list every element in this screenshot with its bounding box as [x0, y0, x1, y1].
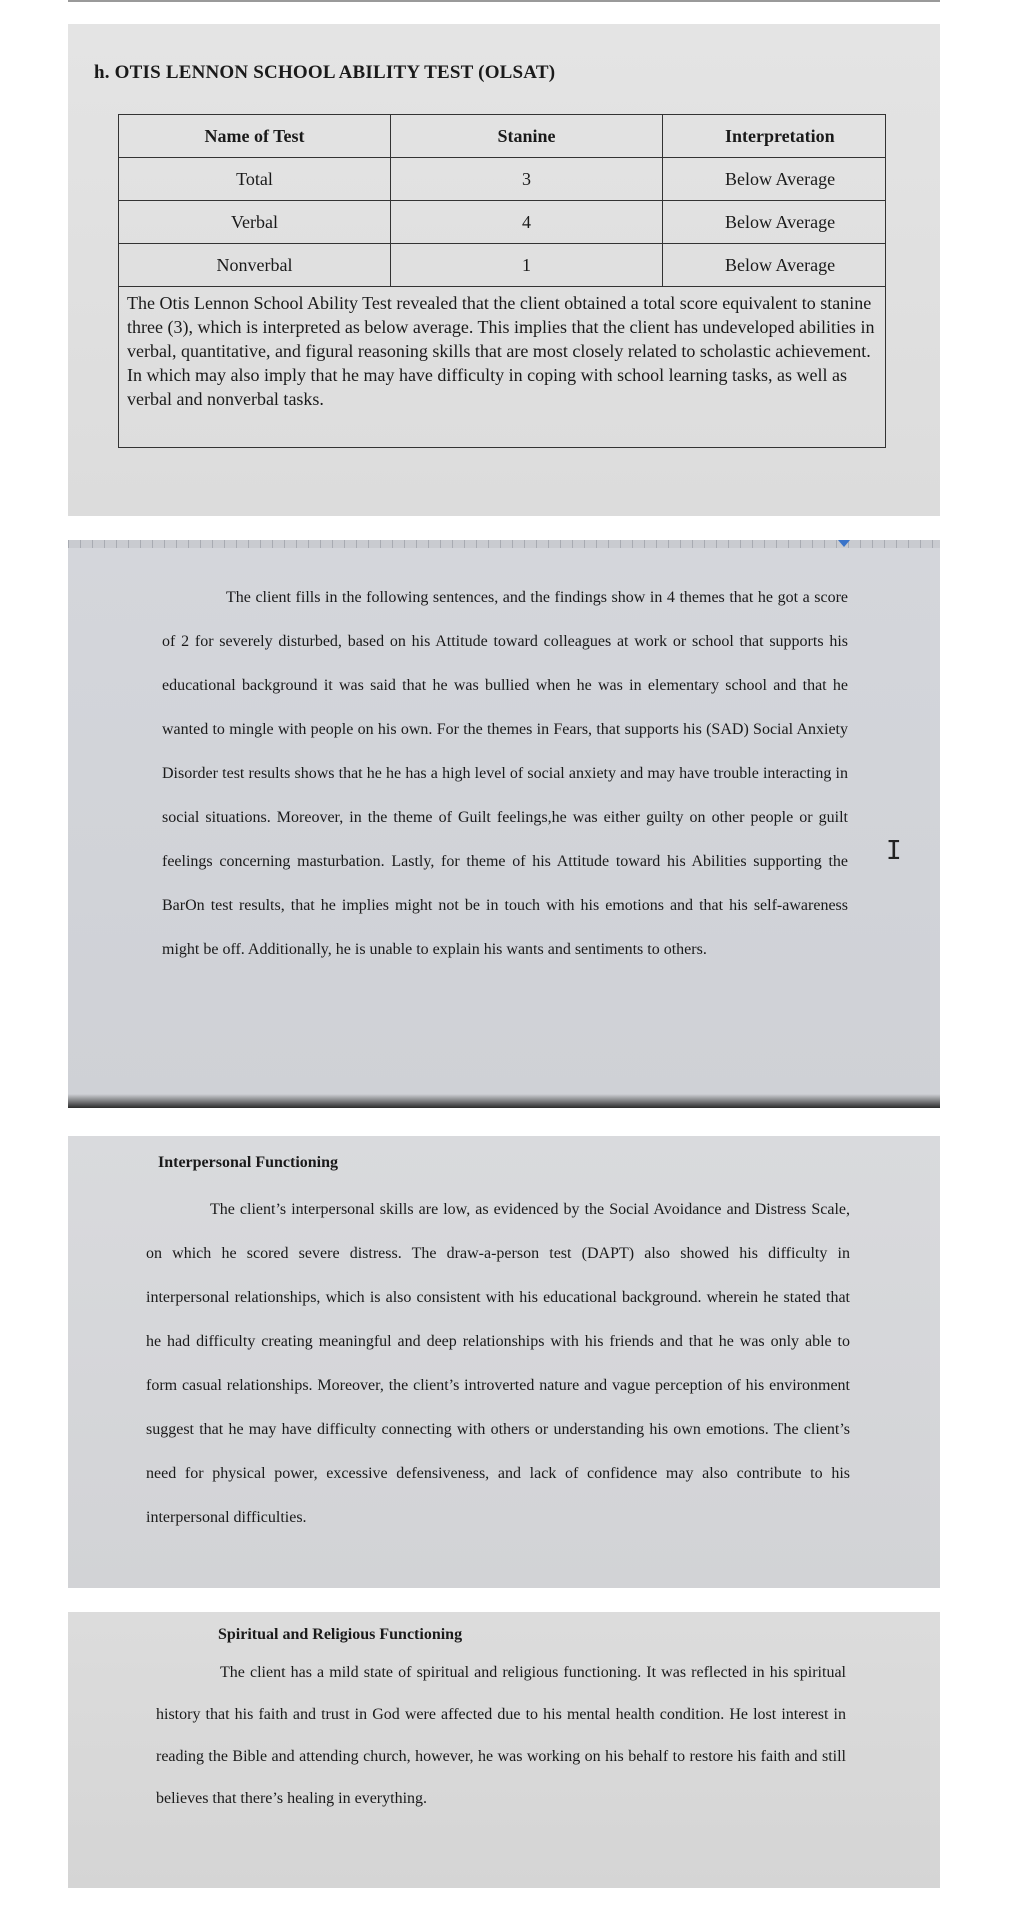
- interpersonal-paragraph[interactable]: The client’s interpersonal skills are low, as evidenced by the Social Avoidance and Distress Scale, on which he scored severe distress. The draw-a-person test (DAPT) also showed his difficulty in interpersonal relationships, which is also consistent with his educational background. wherein he stated that he had difficulty creating meaningful and deep relationships with his friends and that he was only able to form casual relationships. Moreover, the client’s introverted nature and vague perception of his environment suggest that he may have difficulty connecting with others or understanding his own emotions. The client’s need for physical power, excessive defensiveness, and lack of confidence may also contribute to his interpersonal difficulties.: [146, 1201, 850, 1526]
- row-name: Total: [119, 158, 391, 201]
- interpersonal-section: [68, 1136, 940, 1588]
- table-row: [119, 158, 886, 201]
- row-name: Verbal: [119, 201, 391, 244]
- row-interpretation: Below Average: [663, 244, 886, 287]
- spiritual-paragraph[interactable]: The client has a mild state of spiritual and religious functioning. It was reflected in his spiritual history that his faith and trust in God were affected due to his mental health condition. He lost interest in reading the Bible and attending church, however, he was working on his behalf to restore his faith and still believes that there’s healing in everything.: [156, 1664, 846, 1807]
- olsat-heading: h. OTIS LENNON SCHOOL ABILITY TEST (OLSAT): [94, 62, 556, 83]
- text-cursor-icon: I: [886, 836, 902, 866]
- spiritual-section: [68, 1612, 940, 1888]
- row-stanine: 3: [391, 158, 663, 201]
- olsat-table: [118, 114, 886, 448]
- row-interpretation: Below Average: [663, 201, 886, 244]
- sentence-completion-paragraph[interactable]: The client fills in the following sentences, and the findings show in 4 themes that he got a score of 2 for severely disturbed, based on his Attitude toward colleagues at work or school that supports his educational background it was said that he was bullied when he was in elementary school and that he wanted to mingle with people on his own. For the themes in Fears, that supports his (SAD) Social Anxiety Disorder test results shows that he he has a high level of social anxiety and may have trouble interacting in social situations. Moreover, in the theme of Guilt feelings,he was either guilty on other people or guilt feelings concerning masturbation. Lastly, for theme of his Attitude toward his Abilities supporting the BarOn test results, that he implies might not be in touch with his emotions and that his self-awareness might be off. Additionally, he is unable to explain his wants and sentiments to others.: [162, 589, 848, 958]
- column-header-interpretation: Interpretation: [663, 115, 886, 158]
- panel-edge: [68, 1094, 940, 1108]
- olsat-summary: The Otis Lennon School Ability Test revealed that the client obtained a total score equivalent to stanine three (3), which is interpreted as below average. This implies that the client has undeveloped abilities in verbal, quantitative, and figural reasoning skills that are most closely related to scholastic achievement. In which may also imply that he may have difficulty in coping with school learning tasks, as well as verbal and nonverbal tasks.: [119, 287, 886, 448]
- row-interpretation: Below Average: [663, 158, 886, 201]
- top-divider: [68, 0, 940, 2]
- olsat-section: [68, 24, 940, 516]
- ruler-indent-marker-icon[interactable]: [838, 540, 850, 547]
- row-stanine: 4: [391, 201, 663, 244]
- column-header-name: Name of Test: [119, 115, 391, 158]
- document-ruler[interactable]: [68, 540, 940, 548]
- row-stanine: 1: [391, 244, 663, 287]
- table-header-row: [119, 115, 886, 158]
- table-row: [119, 244, 886, 287]
- sentence-completion-section: [68, 540, 940, 1108]
- interpersonal-title: Interpersonal Functioning: [158, 1154, 339, 1171]
- table-row: [119, 201, 886, 244]
- spiritual-title: Spiritual and Religious Functioning: [218, 1626, 463, 1643]
- summary-row: [119, 287, 886, 448]
- column-header-stanine: Stanine: [391, 115, 663, 158]
- row-name: Nonverbal: [119, 244, 391, 287]
